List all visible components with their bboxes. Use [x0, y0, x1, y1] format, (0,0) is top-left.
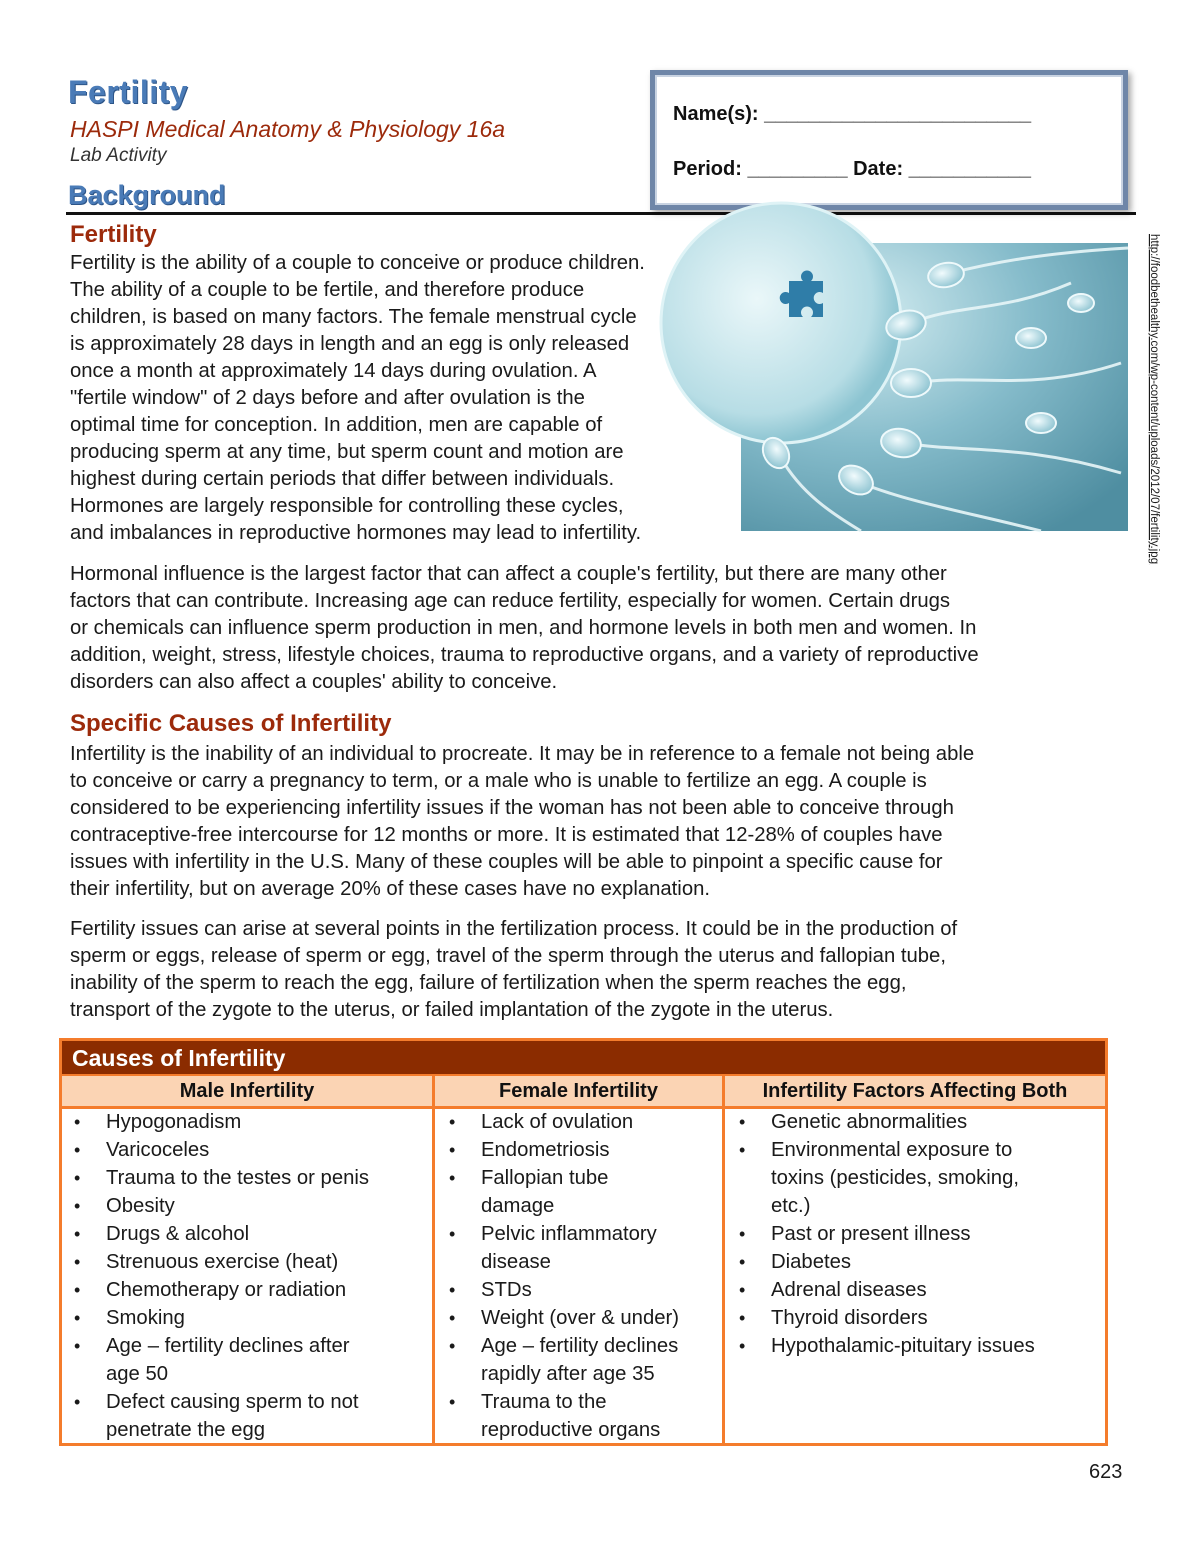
bullet-icon: •: [739, 1308, 746, 1328]
list-item: [437, 1304, 722, 1332]
list-item-text: Varicoceles: [106, 1139, 210, 1161]
header-divider: [66, 212, 1136, 215]
list-item-text: Pelvic inflammatory: [481, 1223, 657, 1245]
causes-of-infertility-table: [59, 1038, 1108, 1446]
list-item: [727, 1248, 1105, 1276]
list-item-text: Age – fertility declines after: [106, 1335, 350, 1357]
list-item: [437, 1136, 722, 1164]
paragraph-line: contraceptive-free intercourse for 12 months or more. It is estimated that 12-28% of couples have: [70, 824, 943, 846]
page-number: 623: [1089, 1461, 1123, 1483]
list-item: [437, 1108, 722, 1136]
background-heading: Background: [68, 180, 226, 210]
list-item-text: damage: [481, 1195, 555, 1217]
column-divider: [432, 1076, 435, 1443]
list-item-text: Defect causing sperm to not: [106, 1391, 359, 1413]
column-header-male: Male Infertility: [62, 1076, 432, 1106]
paragraph-line: and imbalances in reproductive hormones may lead to infertility.: [70, 522, 642, 544]
paragraph-line: issues with infertility in the U.S. Many of these couples will be able to pinpoint a specific cause for: [70, 851, 943, 873]
paragraph-line: Hormonal influence is the largest factor that can affect a couple's fertility, but there are many other: [70, 563, 947, 585]
paragraph-line: Fertility is the ability of a couple to conceive or produce children.: [70, 252, 645, 274]
female-infertility-list: [437, 1108, 722, 1444]
paragraph-line: disorders can also affect a couples' ability to conceive.: [70, 671, 558, 693]
bullet-icon: •: [449, 1140, 456, 1160]
paragraph-line: Fertility issues can arise at several points in the fertilization process. It could be in the production of: [70, 918, 958, 940]
course-name: HASPI Medical Anatomy & Physiology 16a: [70, 116, 506, 142]
bullet-icon: •: [74, 1336, 81, 1356]
bullet-icon: •: [74, 1392, 81, 1412]
bullet-icon: •: [449, 1168, 456, 1188]
list-item-text: rapidly after age 35: [481, 1363, 655, 1385]
column-header-both: Infertility Factors Affecting Both: [725, 1076, 1105, 1106]
list-item: [62, 1248, 432, 1276]
list-item: [437, 1332, 722, 1388]
list-item-text: Hypothalamic-pituitary issues: [771, 1335, 1035, 1357]
list-item: [727, 1220, 1105, 1248]
column-divider: [722, 1076, 725, 1443]
bullet-icon: •: [74, 1308, 81, 1328]
bullet-icon: •: [739, 1112, 746, 1132]
list-item: [727, 1276, 1105, 1304]
bullet-icon: •: [449, 1112, 456, 1132]
paragraph-line: optimal time for conception. In addition, men are capable of: [70, 414, 603, 436]
hormonal-influence-paragraph: [70, 561, 1140, 696]
document-title: Fertility: [68, 74, 189, 110]
bullet-icon: •: [449, 1280, 456, 1300]
list-item-text: Smoking: [106, 1307, 185, 1329]
bullet-icon: •: [74, 1224, 81, 1244]
list-item-text: Obesity: [106, 1195, 175, 1217]
bullet-icon: •: [739, 1224, 746, 1244]
list-item-text: Diabetes: [771, 1251, 852, 1273]
list-item-text: Drugs & alcohol: [106, 1223, 250, 1245]
infertility-definition-paragraph: [70, 741, 1140, 903]
paragraph-line: to conceive or carry a pregnancy to term, or a male who is unable to fertilize an egg. A couple is: [70, 770, 927, 792]
list-item-text: age 50: [106, 1363, 169, 1385]
table-title: Causes of Infertility: [62, 1041, 1105, 1074]
list-item-text: Genetic abnormalities: [771, 1111, 968, 1133]
list-item-text: Hypogonadism: [106, 1111, 242, 1133]
list-item: [437, 1220, 722, 1276]
bullet-icon: •: [449, 1224, 456, 1244]
list-item: [62, 1192, 432, 1220]
bullet-icon: •: [449, 1392, 456, 1412]
paragraph-line: children, is based on many factors. The female menstrual cycle: [70, 306, 637, 328]
list-item: [62, 1164, 432, 1192]
paragraph-line: Infertility is the inability of an individual to procreate. It may be in reference to a female not being able: [70, 743, 975, 765]
list-item-text: STDs: [481, 1279, 532, 1301]
paragraph-line: their infertility, but on average 20% of these cases have no explanation.: [70, 878, 711, 900]
paragraph-line: is approximately 28 days in length and an egg is only released: [70, 333, 630, 355]
specific-causes-heading: Specific Causes of Infertility: [70, 710, 392, 737]
paragraph-line: "fertile window" of 2 days before and after ovulation is the: [70, 387, 585, 409]
list-item-text: Adrenal diseases: [771, 1279, 927, 1301]
list-item-text: toxins (pesticides, smoking,: [771, 1167, 1019, 1189]
image-credit-url[interactable]: [1136, 232, 1158, 592]
list-item-text: Strenuous exercise (heat): [106, 1251, 339, 1273]
list-item: [437, 1388, 722, 1444]
bullet-icon: •: [739, 1252, 746, 1272]
list-item-text: Endometriosis: [481, 1139, 610, 1161]
list-item-text: Past or present illness: [771, 1223, 971, 1245]
list-item: [727, 1304, 1105, 1332]
list-item-text: Weight (over & under): [481, 1307, 680, 1329]
fertility-issues-paragraph: [70, 916, 1140, 1024]
paragraph-line: transport of the zygote to the uterus, or failed implantation of the zygote in the uterus.: [70, 999, 834, 1021]
list-item-text: Lack of ovulation: [481, 1111, 634, 1133]
list-item: [727, 1108, 1105, 1136]
name-period-box: [650, 70, 1128, 210]
paragraph-line: once a month at approximately 14 days during ovulation. A: [70, 360, 597, 382]
list-item: [62, 1388, 432, 1444]
bullet-icon: •: [739, 1280, 746, 1300]
bullet-icon: •: [739, 1140, 746, 1160]
list-item: [62, 1304, 432, 1332]
bullet-icon: •: [74, 1252, 81, 1272]
paragraph-line: considered to be experiencing infertility issues if the woman has not been able to conceive through: [70, 797, 954, 819]
list-item-text: Trauma to the: [481, 1391, 607, 1413]
image-credit-url-text[interactable]: http://foodbethealthy.com/wp-content/uploads/2012/07/fertility.jpg: [1148, 234, 1160, 565]
list-item-text: disease: [481, 1251, 551, 1273]
list-item: [62, 1136, 432, 1164]
list-item-text: Age – fertility declines: [481, 1335, 679, 1357]
fertility-heading: Fertility: [70, 221, 157, 248]
bullet-icon: •: [74, 1140, 81, 1160]
list-item-text: etc.): [771, 1195, 811, 1217]
bullet-icon: •: [74, 1196, 81, 1216]
list-item: [62, 1108, 432, 1136]
bullet-icon: •: [739, 1336, 746, 1356]
bullet-icon: •: [449, 1336, 456, 1356]
bullet-icon: •: [74, 1280, 81, 1300]
list-item-text: Chemotherapy or radiation: [106, 1279, 347, 1301]
list-item-text: Fallopian tube: [481, 1167, 609, 1189]
activity-type: Lab Activity: [70, 145, 167, 166]
paragraph-line: Hormones are largely responsible for controlling these cycles,: [70, 495, 624, 517]
list-item: [437, 1164, 722, 1220]
paragraph-line: highest during certain periods that differ between individuals.: [70, 468, 615, 490]
bullet-icon: •: [449, 1308, 456, 1328]
column-header-female: Female Infertility: [435, 1076, 722, 1106]
list-item-text: Environmental exposure to: [771, 1139, 1013, 1161]
list-item: [62, 1276, 432, 1304]
bullet-icon: •: [74, 1112, 81, 1132]
sperm-egg-puzzle-image: [741, 243, 1128, 531]
period-date-field[interactable]: Period: _________ Date: ___________: [673, 158, 1032, 180]
list-item: [727, 1332, 1105, 1360]
both-infertility-list: [727, 1108, 1105, 1360]
paragraph-line: or chemicals can influence sperm production in men, and hormone levels in both men and women. In: [70, 617, 977, 639]
list-item-text: Thyroid disorders: [771, 1307, 928, 1329]
paragraph-line: The ability of a couple to be fertile, and therefore produce: [70, 279, 585, 301]
bullet-icon: •: [74, 1168, 81, 1188]
list-item-text: Trauma to the testes or penis: [106, 1167, 370, 1189]
list-item: [437, 1276, 722, 1304]
paragraph-line: producing sperm at any time, but sperm count and motion are: [70, 441, 624, 463]
list-item: [62, 1220, 432, 1248]
name-field[interactable]: Name(s): ________________________: [673, 103, 1032, 125]
paragraph-line: inability of the sperm to reach the egg, failure of fertilization when the sperm reaches the egg,: [70, 972, 907, 994]
paragraph-line: factors that can contribute. Increasing age can reduce fertility, especially for women. Certain drugs: [70, 590, 951, 612]
fertility-paragraph: [70, 250, 740, 547]
paragraph-line: sperm or eggs, release of sperm or egg, travel of the sperm through the uterus and fallopian tube,: [70, 945, 946, 967]
list-item-text: penetrate the egg: [106, 1419, 266, 1441]
paragraph-line: addition, weight, stress, lifestyle choices, trauma to reproductive organs, and a variety of reproductive: [70, 644, 979, 666]
list-item-text: reproductive organs: [481, 1419, 661, 1441]
list-item: [727, 1136, 1105, 1220]
list-item: [62, 1332, 432, 1388]
male-infertility-list: [62, 1108, 432, 1444]
